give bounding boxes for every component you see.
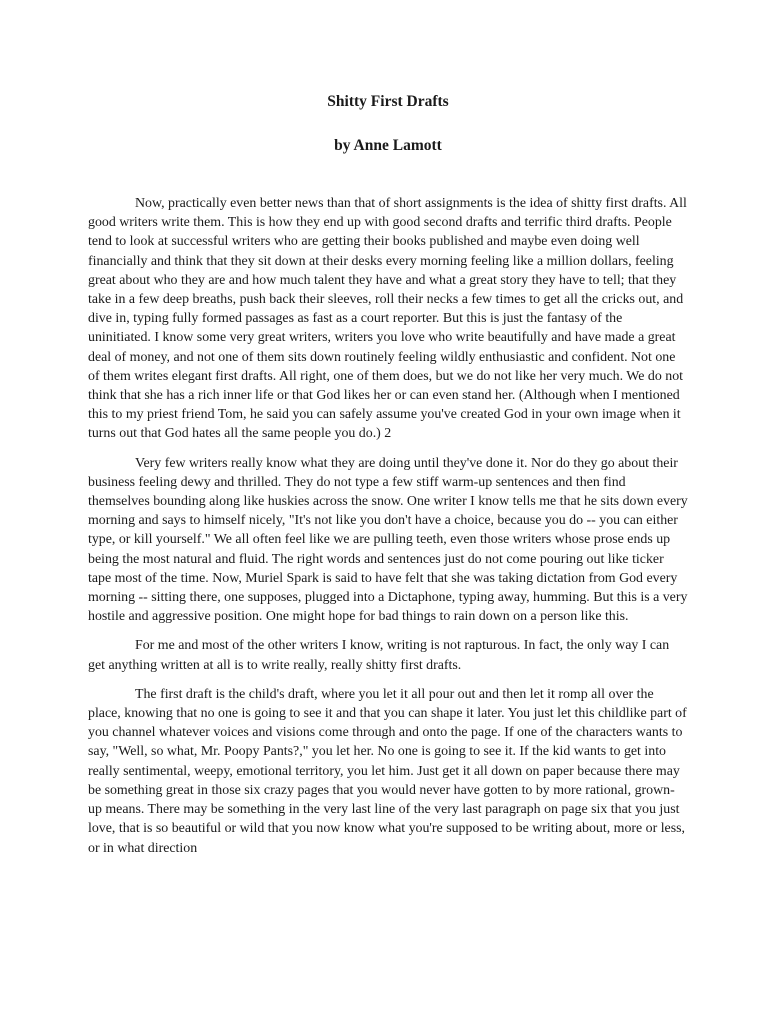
document-author: by Anne Lamott [334,137,442,154]
document-page [88,92,688,868]
document-title: Shitty First Drafts [327,93,449,110]
paragraph-3: For me and most of the other writers I know, writing is not rapturous. In fact, the only way I can get anything written at all is to write really, really shitty first drafts. [88,638,670,673]
paragraph-2: Very few writers really know what they are doing until they've done it. Nor do they go about their business feeling dewy and thrilled. They do not type a few stiff warm-up sentences and then find themselves bounding along like huskies across the snow. One writer I know tells me that he sits down every morning and says to himself nicely, "It's not like you don't have a choice, because you do -- you can either type, or kill yourself." We all often feel like we are pulling teeth, even those writers whose prose ends up being the most natural and fluid. The right words and sentences just do not come pouring out like ticker tape most of the time. Now, Muriel Spark is said to have felt that she was taking dictation from God every morning -- sitting there, one supposes, plugged into a Dictaphone, typing away, humming. But this is a very hostile and aggressive position. One might hope for bad things to rain down on a person like this. [88,455,688,625]
paragraph-4: The first draft is the child's draft, where you let it all pour out and then let it romp all over the place, knowing that no one is going to see it and that you can shape it later. You just let this childlike part of you channel whatever voices and visions come through and onto the page. If one of the characters wants to say, "Well, so what, Mr. Poopy Pants?," you let her. No one is going to see it. If the kid wants to get into really sentimental, weepy, emotional territory, you let him. Just get it all down on paper because there may be something great in those six crazy pages that you would never have gotten to by more rational, grown-up means. There may be something in the very last line of the very last paragraph on page six that you just love, that is so beautiful or wild that you now know what you're supposed to be writing about, more or less, or in what direction [88,686,687,856]
paragraph-1: Now, practically even better news than that of short assignments is the idea of shitty first drafts. All good writers write them. This is how they end up with good second drafts and terrific third drafts. People tend to look at successful writers who are getting their books published and maybe even doing well financially and think that they sit down at their desks every morning feeling like a million dollars, feeling great about who they are and how much talent they have and what a great story they have to tell; that they take in a few deep breaths, push back their sleeves, roll their necks a few times to get all the cricks out, and dive in, typing fully formed passages as fast as a court reporter. But this is just the fantasy of the uninitiated. I know some very great writers, writers you love who write beautifully and have made a great deal of money, and not one of them sits down routinely feeling wildly enthusiastic and confident. Not one of them writes elegant first drafts. All right, one of them does, but we do not like her very much. We do not think that she has a rich inner life or that God likes her or can even stand her. (Although when I mentioned this to my priest friend Tom, he said you can safely assume you've created God in your own image when it turns out that God hates all the same people you do.) 2 [88,196,687,442]
